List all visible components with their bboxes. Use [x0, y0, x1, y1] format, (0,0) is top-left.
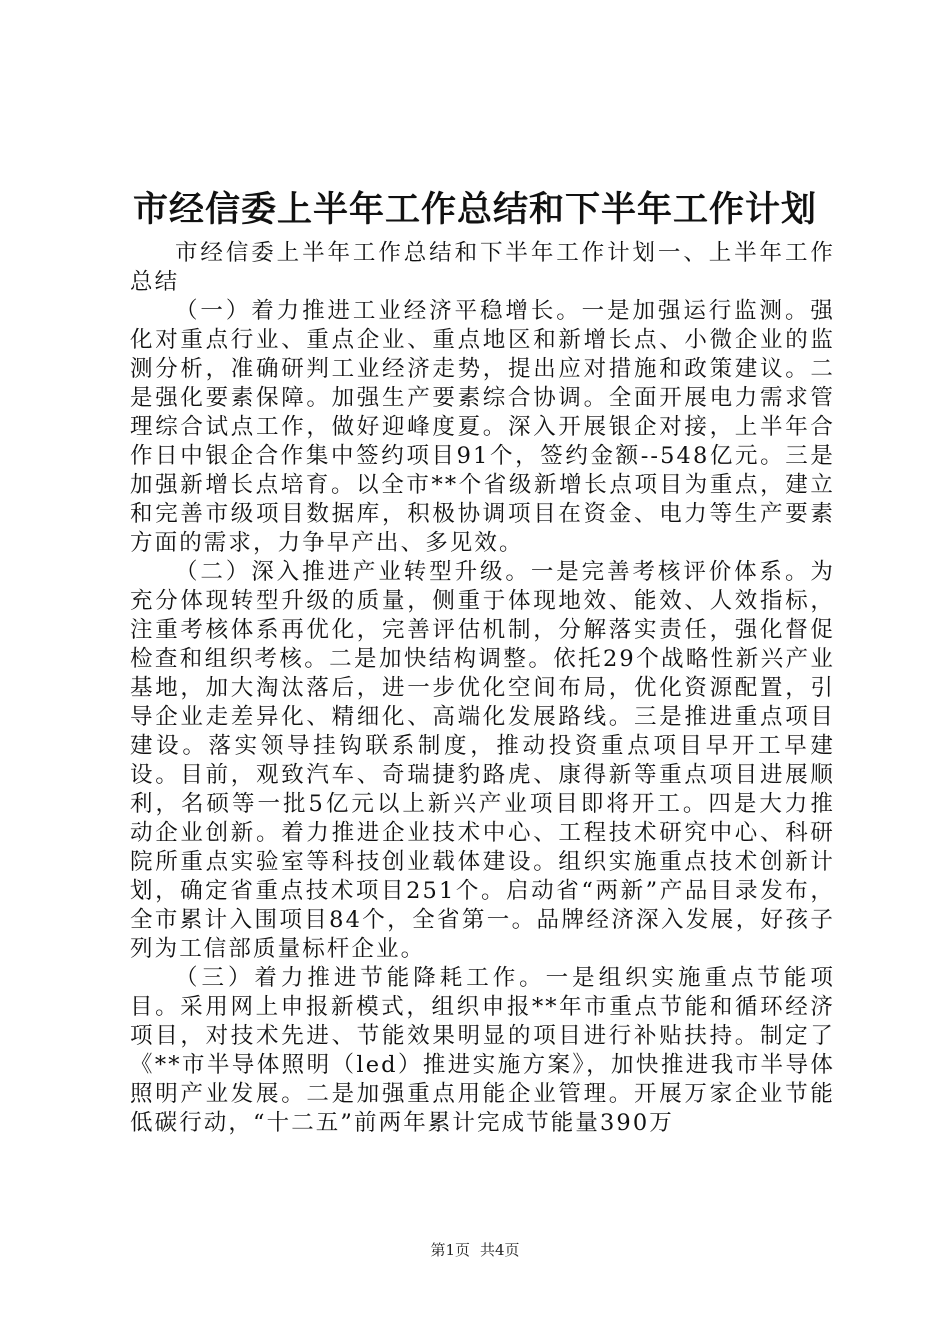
paragraph-section-1: （一）着力推进工业经济平稳增长。一是加强运行监测。强化对重点行业、重点企业、重点地区和新增长点、小微企业的监测分析，准确研判工业经济走势，提出应对措施和政策建议。二是强化要素保障。加强生产要素综合协调。全面开展电力需求管理综合试点工作，做好迎峰度夏。深入开展银企对接，上半年合作日中银企合作集中签约项目91个，签约金额--548亿元。三是加强新增长点培育。以全市**个省级新增长点项目为重点，建立和完善市级项目数据库，积极协调项目在资金、电力等生产要素方面的需求，力争早产出、多见效。	[130, 298, 835, 556]
page-total: 共4页	[480, 1241, 520, 1259]
document-body	[130, 239, 835, 1138]
paragraph-section-3: （三）着力推进节能降耗工作。一是组织实施重点节能项目。采用网上申报新模式，组织申报**年市重点节能和循环经济项目，对技术先进、节能效果明显的项目进行补贴扶持。制定了《**市半导体照明（led）推进实施方案》，加快推进我市半导体照明产业发展。二是加强重点用能企业管理。开展万家企业节能低碳行动，“十二五”前两年累计完成节能量390万	[130, 965, 835, 1136]
paragraph-section-2: （二）深入推进产业转型升级。一是完善考核评价体系。为充分体现转型升级的质量，侧重于体现地效、能效、人效指标，注重考核体系再优化，完善评估机制，分解落实责任，强化督促检查和组织考核。二是加快结构调整。依托29个战略性新兴产业基地，加大淘汰落后，进一步优化空间布局，优化资源配置，引导企业走差异化、精细化、高端化发展路线。三是推进重点项目建设。落实领导挂钩联系制度，推动投资重点项目早开工早建设。目前，观致汽车、奇瑞捷豹路虎、康得新等重点项目进展顺利，名硕等一批5亿元以上新兴产业项目即将开工。四是大力推动企业创新。着力推进企业技术中心、工程技术研究中心、科研院所重点实验室等科技创业载体建设。组织实施重点技术创新计划，确定省重点技术项目251个。启动省“两新”产品目录发布，全市累计入围项目84个，全省第一。品牌经济深入发展，好孩子列为工信部质量标杆企业。	[130, 559, 835, 962]
document-title: 市经信委上半年工作总结和下半年工作计划	[132, 189, 817, 230]
page-number: 第1页	[430, 1241, 470, 1259]
page-footer	[0, 1240, 950, 1260]
paragraph-intro: 市经信委上半年工作总结和下半年工作计划一、上半年工作总结	[130, 240, 835, 295]
